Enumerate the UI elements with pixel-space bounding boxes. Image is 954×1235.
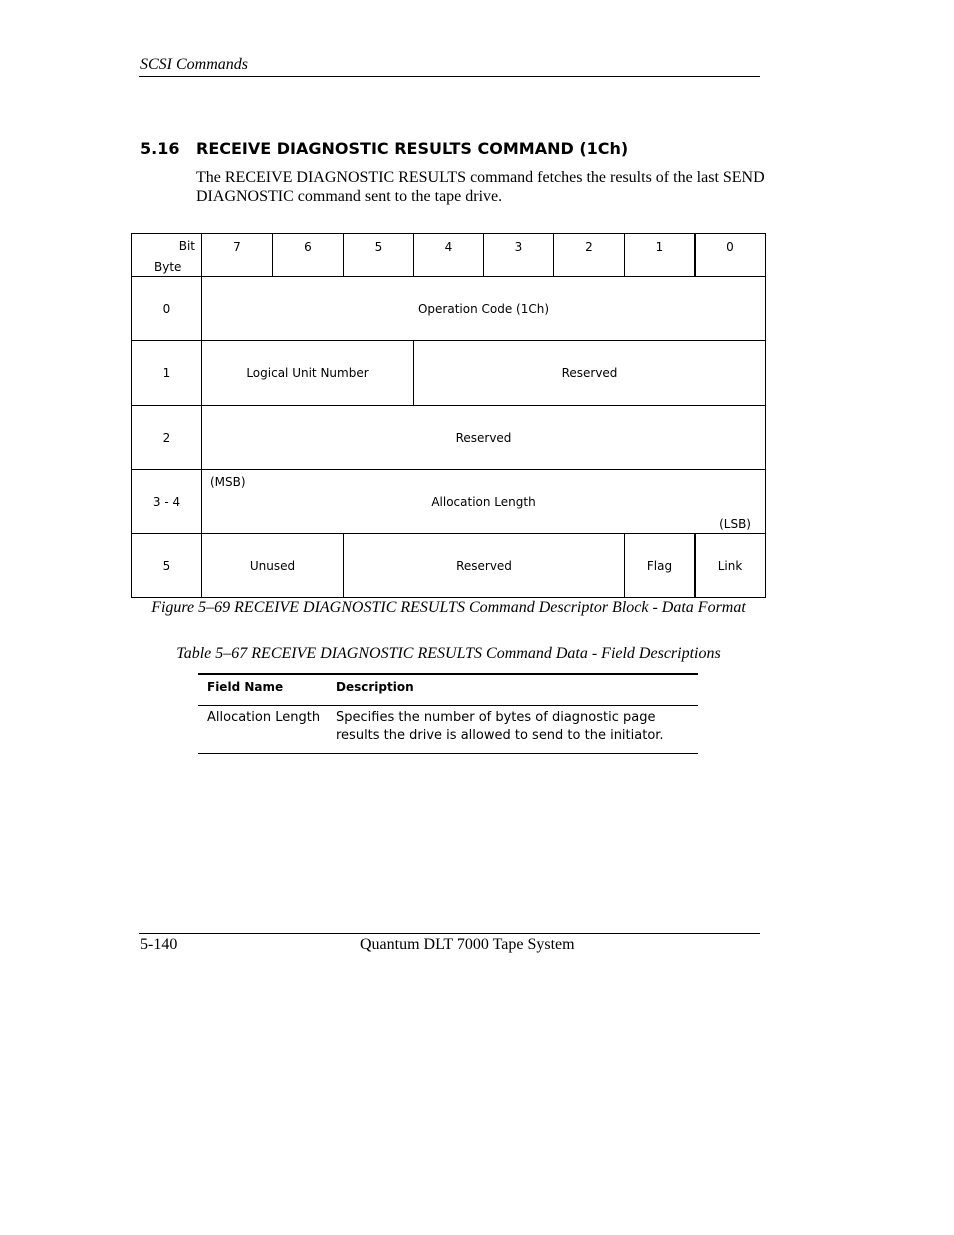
- reserved-field: Reserved: [201, 405, 766, 470]
- byte-label-cell: 5: [131, 533, 202, 598]
- running-head: SCSI Commands: [140, 56, 249, 73]
- operation-code-field: Operation Code (1Ch): [201, 276, 766, 341]
- byte-label-cell: 3 - 4: [131, 469, 202, 534]
- field-table-top-rule: [198, 673, 698, 675]
- flag-field: Flag: [624, 533, 695, 598]
- byte-label-cell: 2: [131, 405, 202, 470]
- bit-header: 5: [343, 233, 414, 277]
- byte-label-cell: 0: [131, 276, 202, 341]
- bit-header: 2: [553, 233, 625, 277]
- bit0-divider: [694, 233, 696, 276]
- unused-field: Unused: [201, 533, 344, 598]
- figure-caption: Figure 5–69 RECEIVE DIAGNOSTIC RESULTS Command Descriptor Block - Data Format: [151, 599, 746, 616]
- allocation-length-field: Allocation Length: [431, 494, 536, 509]
- allocation-length-cell: [201, 469, 766, 534]
- footer-title: Quantum DLT 7000 Tape System: [360, 936, 575, 953]
- bit-header: 3: [483, 233, 554, 277]
- bit-header: 4: [413, 233, 484, 277]
- bit-byte-corner: [131, 233, 202, 277]
- bit-header: 7: [201, 233, 273, 277]
- section-title: RECEIVE DIAGNOSTIC RESULTS COMMAND (1Ch): [196, 139, 629, 158]
- field-table-bottom-rule: [198, 753, 698, 754]
- bit-header: 0: [694, 233, 766, 277]
- field-name-cell: Allocation Length: [207, 710, 321, 725]
- description-cell: Specifies the number of bytes of diagnostic page results the drive is allowed to send to the initiator.: [336, 710, 664, 743]
- intro-paragraph: The RECEIVE DIAGNOSTIC RESULTS command fetches the results of the last SEND DIAGNOSTIC command sent to the tape drive.: [196, 169, 765, 205]
- section-number: 5.16: [140, 139, 180, 158]
- bit-header: 1: [624, 233, 695, 277]
- table-caption: Table 5–67 RECEIVE DIAGNOSTIC RESULTS Command Data - Field Descriptions: [176, 645, 721, 662]
- link-divider: [694, 533, 696, 598]
- bit-header: 6: [272, 233, 344, 277]
- description-header: Description: [336, 680, 414, 694]
- bit-label: Bit: [178, 239, 195, 253]
- logical-unit-number-field: Logical Unit Number: [201, 340, 414, 406]
- header-rule: [139, 76, 760, 77]
- field-table-header-rule: [198, 705, 698, 706]
- reserved-field: Reserved: [343, 533, 625, 598]
- msb-label: (MSB): [210, 475, 246, 489]
- footer-rule: [139, 933, 760, 934]
- lsb-label: (LSB): [719, 517, 751, 531]
- byte-label: Byte: [154, 260, 182, 274]
- byte-label-cell: 1: [131, 340, 202, 406]
- field-name-header: Field Name: [207, 680, 284, 694]
- page-number: 5-140: [140, 936, 178, 953]
- reserved-field: Reserved: [413, 340, 766, 406]
- cdb-table: [131, 233, 766, 598]
- link-field: Link: [694, 533, 766, 598]
